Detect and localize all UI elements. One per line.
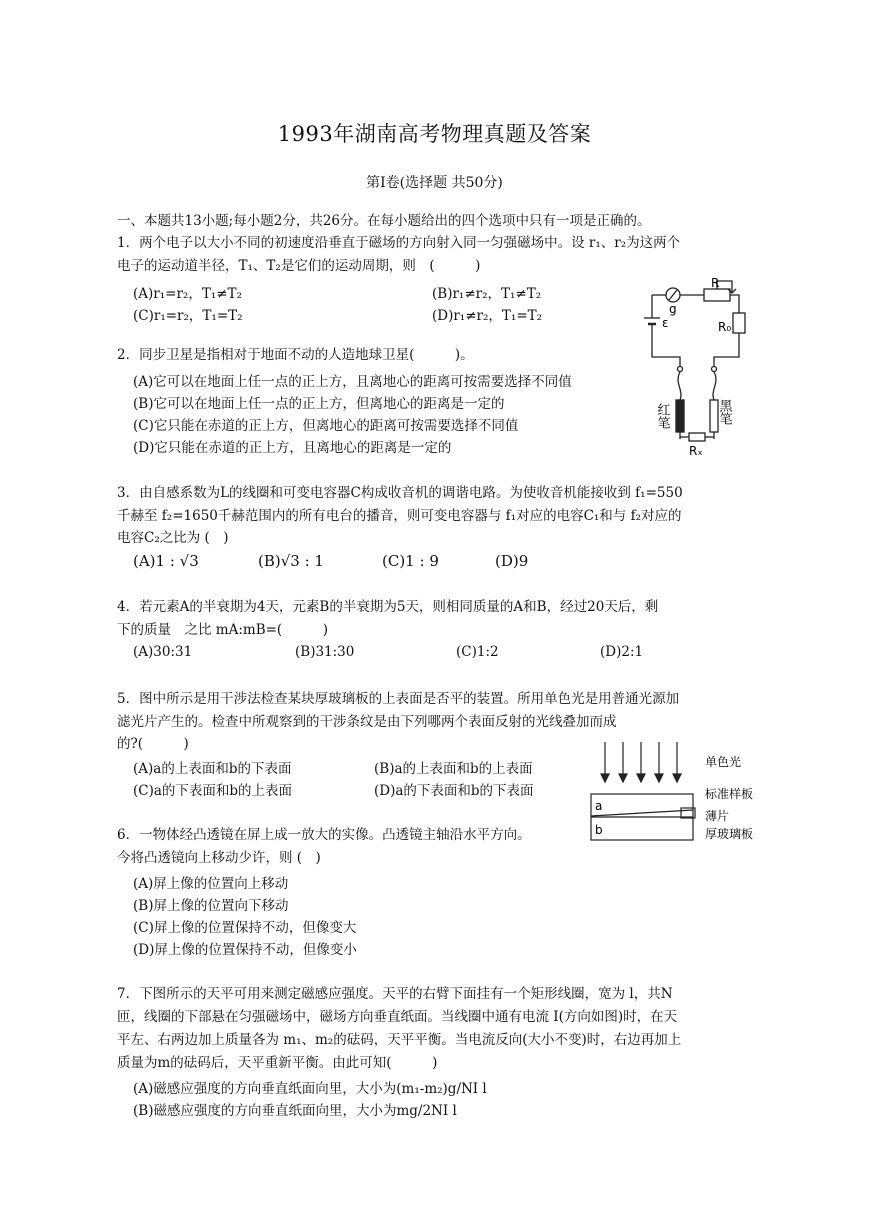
page-title: 1993年湖南高考物理真题及答案 (277, 122, 592, 146)
q7-line4: 质量为m的砝码后，天平重新平衡。由此可知( ) (117, 1055, 438, 1071)
q3-line3: 电容C₂之比为 ( ) (117, 530, 229, 546)
q7-option-b: (B)磁感应强度的方向垂直纸面向里，大小为mg/2NI l (133, 1103, 457, 1119)
rx-label: Rₓ (689, 444, 703, 458)
q6-option-b: (B)屏上像的位置向下移动 (133, 898, 289, 914)
black-pen-label: 黑笔 (716, 399, 732, 425)
q3-option-a: (A)1 : √3 (133, 552, 199, 570)
plate-a-label: a (595, 799, 603, 813)
q5-option-c: (C)a的下表面和b的上表面 (133, 783, 293, 799)
q7-line2: 匝，线圈的下部悬在匀强磁场中，磁场方向垂直纸面。当线圈中通有电流 I(方向如图)时，在天 (117, 1009, 678, 1025)
q1-option-a: (A)r₁=r₂，T₁≠T₂ (133, 286, 242, 302)
q6-option-c: (C)屏上像的位置保持不动，但像变大 (133, 920, 357, 936)
q4-line1: 4．若元素A的半衰期为4天，元素B的半衰期为5天，则相同质量的A和B，经过20天后，剩 (117, 599, 659, 615)
q2-option-b: (B)它可以在地面上任一点的正上方，但离地心的距离是一定的 (133, 396, 505, 412)
q5-line2: 滤光片产生的。检查中所观察到的干涉条纹是由下列哪两个表面反射的光线叠加而成 (117, 714, 617, 730)
rheostat-label: R (711, 276, 720, 290)
q3-option-c: (C)1 : 9 (382, 552, 439, 570)
interference-setup-figure (585, 738, 765, 848)
thick-glass-label: 厚玻璃板 (705, 827, 754, 841)
plate-b-label: b (595, 823, 603, 837)
standard-plate-label: 标准样板 (705, 787, 754, 801)
q2-line1: 2．同步卫星是指相对于地面不动的人造地球卫星( )。 (117, 347, 474, 363)
q5-option-d: (D)a的下表面和b的下表面 (374, 783, 534, 799)
q1-line1: 1．两个电子以大小不同的初速度沿垂直于磁场的方向射入同一匀强磁场中。设 r₁、r₂为这两个 (117, 235, 681, 251)
q4-option-b: (B)31:30 (295, 644, 355, 660)
q7-option-a: (A)磁感应强度的方向垂直纸面向里，大小为(m₁-m₂)g/NI l (133, 1081, 487, 1097)
q1-option-d: (D)r₁≠r₂，T₁=T₂ (432, 308, 543, 324)
q1-option-c: (C)r₁=r₂，T₁=T₂ (133, 308, 243, 324)
q3-option-b: (B)√3 : 1 (258, 552, 324, 570)
q4-option-a: (A)30:31 (133, 644, 193, 660)
section-intro: 一、本题共13小题;每小题2分，共26分。在每小题给出的四个选项中只有一项是正确的。 (117, 213, 651, 229)
q6-option-d: (D)屏上像的位置保持不动，但像变小 (133, 942, 357, 958)
q5-line3: 的?( ) (117, 736, 189, 752)
q5-option-b: (B)a的上表面和b的上表面 (374, 761, 533, 777)
r0-label: R₀ (718, 320, 732, 334)
q1-option-b: (B)r₁≠r₂，T₁≠T₂ (432, 286, 542, 302)
q4-line2: 下的质量 之比 mA:mB=( ) (117, 622, 328, 638)
section-subtitle: 第Ⅰ卷(选择题 共50分) (366, 175, 503, 191)
q4-option-c: (C)1:2 (456, 644, 499, 660)
q2-option-d: (D)它只能在赤道的正上方，且离地心的距离是一定的 (133, 440, 452, 456)
q3-line2: 千赫至 f₂=1650千赫范围内的所有电台的播音，则可变电容器与 f₁对应的电容C₁和与 f₂对应的 (117, 508, 682, 524)
q4-option-d: (D)2:1 (600, 644, 644, 660)
q6-option-a: (A)屏上像的位置向上移动 (133, 876, 289, 892)
ohmmeter-circuit-figure (640, 275, 750, 460)
q5-option-a: (A)a的上表面和b的下表面 (133, 761, 292, 777)
q6-line1: 6．一物体经凸透镜在屏上成一放大的实像。凸透镜主轴沿水平方向。 (117, 827, 531, 843)
q3-option-d: (D)9 (495, 552, 529, 570)
q7-line3: 平左、右两边加上质量各为 m₁、m₂的砝码，天平平衡。当电流反向(大小不变)时，右边再加上 (117, 1032, 682, 1048)
red-pen-label: 红笔 (654, 403, 670, 429)
q5-line1: 5．图中所示是用干涉法检查某块厚玻璃板的上表面是否平的装置。所用单色光是用普通光源加 (117, 691, 680, 707)
thin-sheet-label: 薄片 (705, 809, 730, 823)
q1-line2: 电子的运动道半径，T₁、T₂是它们的运动周期，则 ( ) (117, 258, 481, 274)
q2-option-a: (A)它可以在地面上任一点的正上方，且离地心的距离可按需要选择不同值 (133, 374, 572, 390)
q3-line1: 3．由自感系数为L的线圈和可变电容器C构成收音机的调谐电路。为使收音机能接收到 f₁=550 (117, 485, 683, 501)
galvanometer-label: g (669, 302, 677, 316)
q7-line1: 7．下图所示的天平可用来测定磁感应强度。天平的右臂下面挂有一个矩形线圈，宽为 l，共N (117, 986, 673, 1002)
q6-line2: 今将凸透镜向上移动少许，则 ( ) (117, 850, 321, 866)
monochrome-light-label: 单色光 (705, 755, 742, 769)
emf-label: ε (662, 316, 669, 330)
q2-option-c: (C)它只能在赤道的正上方，但离地心的距离可按需要选择不同值 (133, 418, 519, 434)
